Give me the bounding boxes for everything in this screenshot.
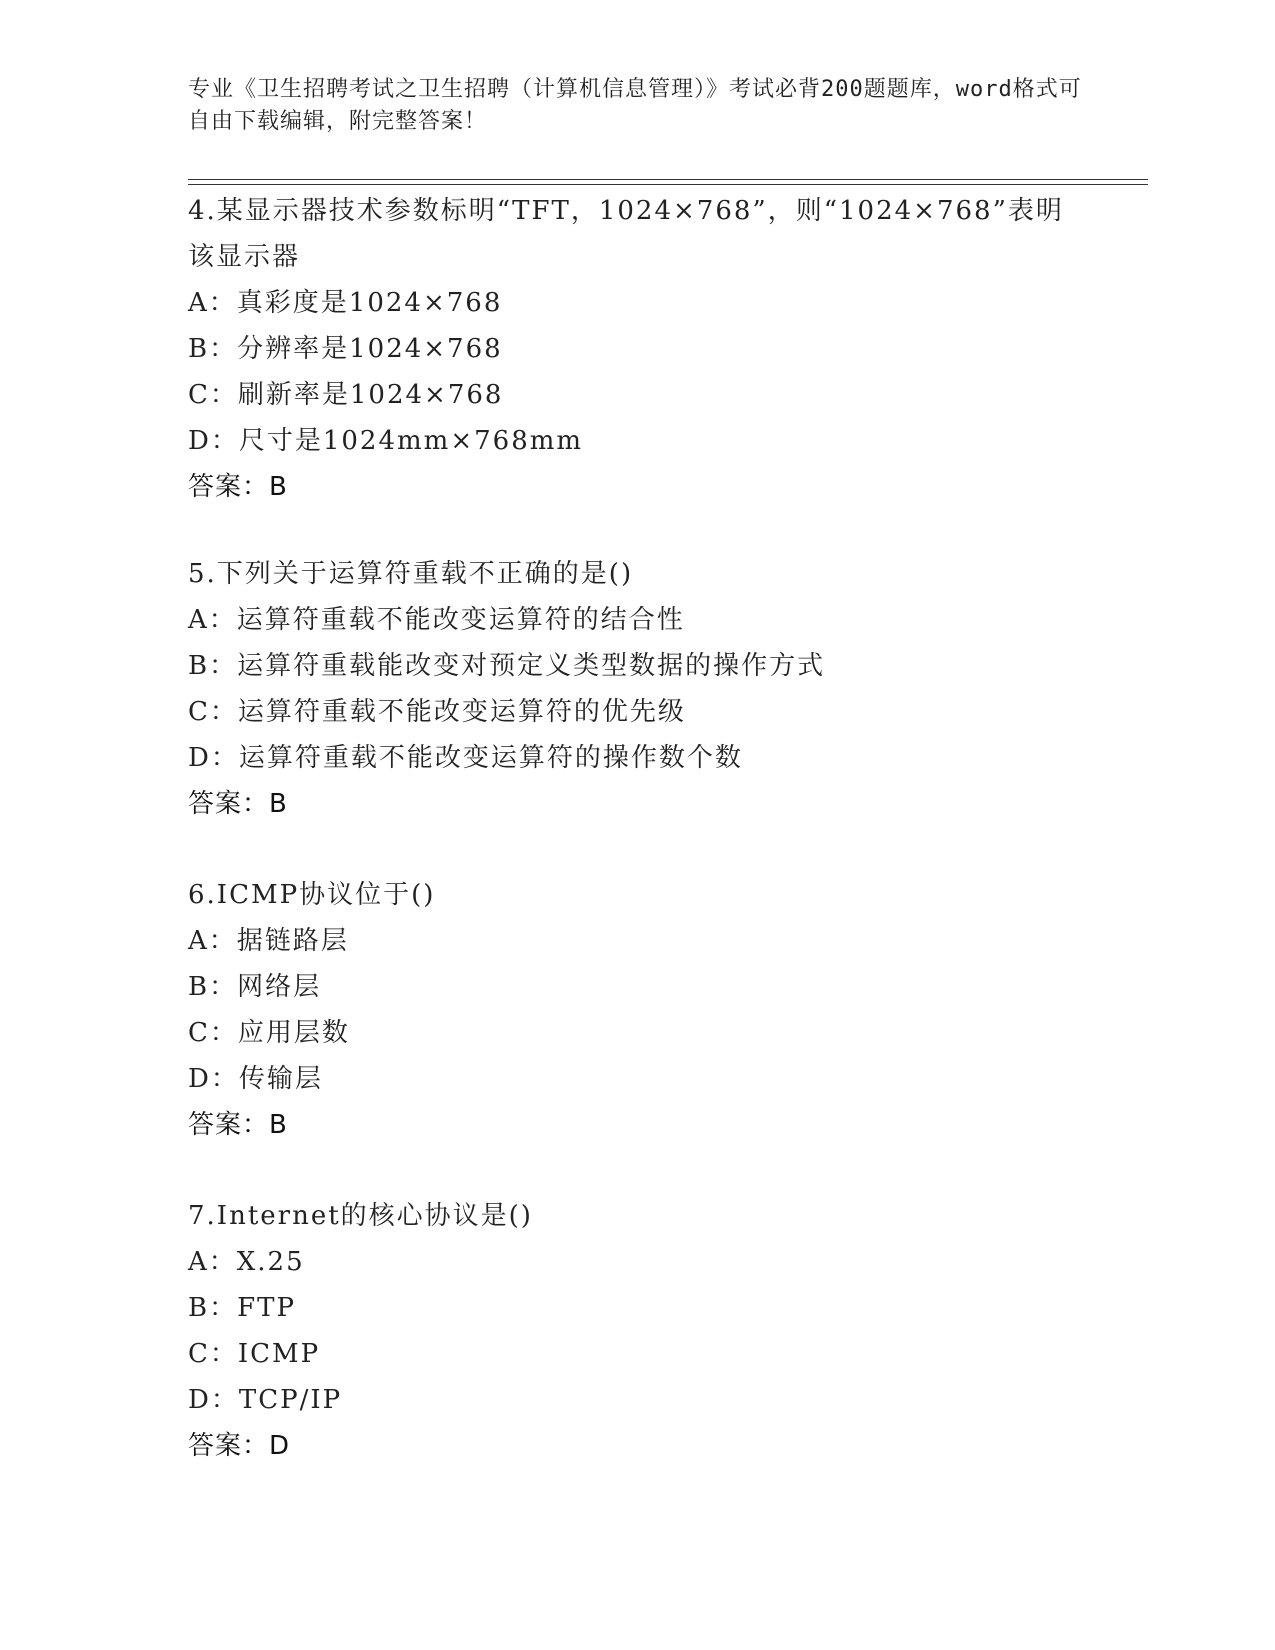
option-d: D：传输层	[188, 1064, 323, 1094]
answer-line: 答案：D	[188, 1431, 291, 1461]
answer-line: 答案：B	[188, 789, 288, 819]
option-c: C：运算符重载不能改变运算符的优先级	[188, 697, 686, 727]
option-d: D：TCP/IP	[188, 1385, 343, 1415]
header-divider-bottom	[188, 184, 1148, 185]
header-divider-top	[188, 179, 1148, 180]
option-b: B：运算符重载能改变对预定义类型数据的操作方式	[188, 651, 826, 681]
answer-line: 答案：B	[188, 1110, 288, 1140]
option-a: A：真彩度是1024×768	[188, 288, 503, 318]
option-c: C：ICMP	[188, 1339, 321, 1369]
option-b: B：FTP	[188, 1293, 296, 1323]
option-d: D：尺寸是1024mm×768mm	[188, 426, 584, 456]
question-stem: 4.某显示器技术参数标明“TFT，1024×768”，则“1024×768”表明该显示器	[188, 196, 1064, 272]
option-c: C：刷新率是1024×768	[188, 380, 504, 410]
option-b: B：网络层	[188, 972, 322, 1002]
option-a: A：据链路层	[188, 926, 349, 956]
option-a: A：运算符重载不能改变运算符的结合性	[188, 605, 685, 635]
question-7	[188, 1193, 1108, 1469]
option-c: C：应用层数	[188, 1018, 350, 1048]
question-stem: 6.ICMP协议位于()	[188, 880, 436, 910]
option-b: B：分辨率是1024×768	[188, 334, 503, 364]
answer-line: 答案：B	[188, 472, 288, 502]
question-6	[188, 872, 1108, 1148]
question-4	[188, 188, 1108, 510]
question-stem: 7.Internet的核心协议是()	[188, 1201, 533, 1231]
question-stem: 5.下列关于运算符重载不正确的是()	[188, 559, 634, 589]
document-header: 专业《卫生招聘考试之卫生招聘（计算机信息管理）》考试必背200题题库，word格式可自由下载编辑，附完整答案！	[188, 77, 1082, 134]
question-5	[188, 551, 1108, 827]
option-d: D：运算符重载不能改变运算符的操作数个数	[188, 743, 743, 773]
option-a: A：X.25	[188, 1247, 305, 1277]
